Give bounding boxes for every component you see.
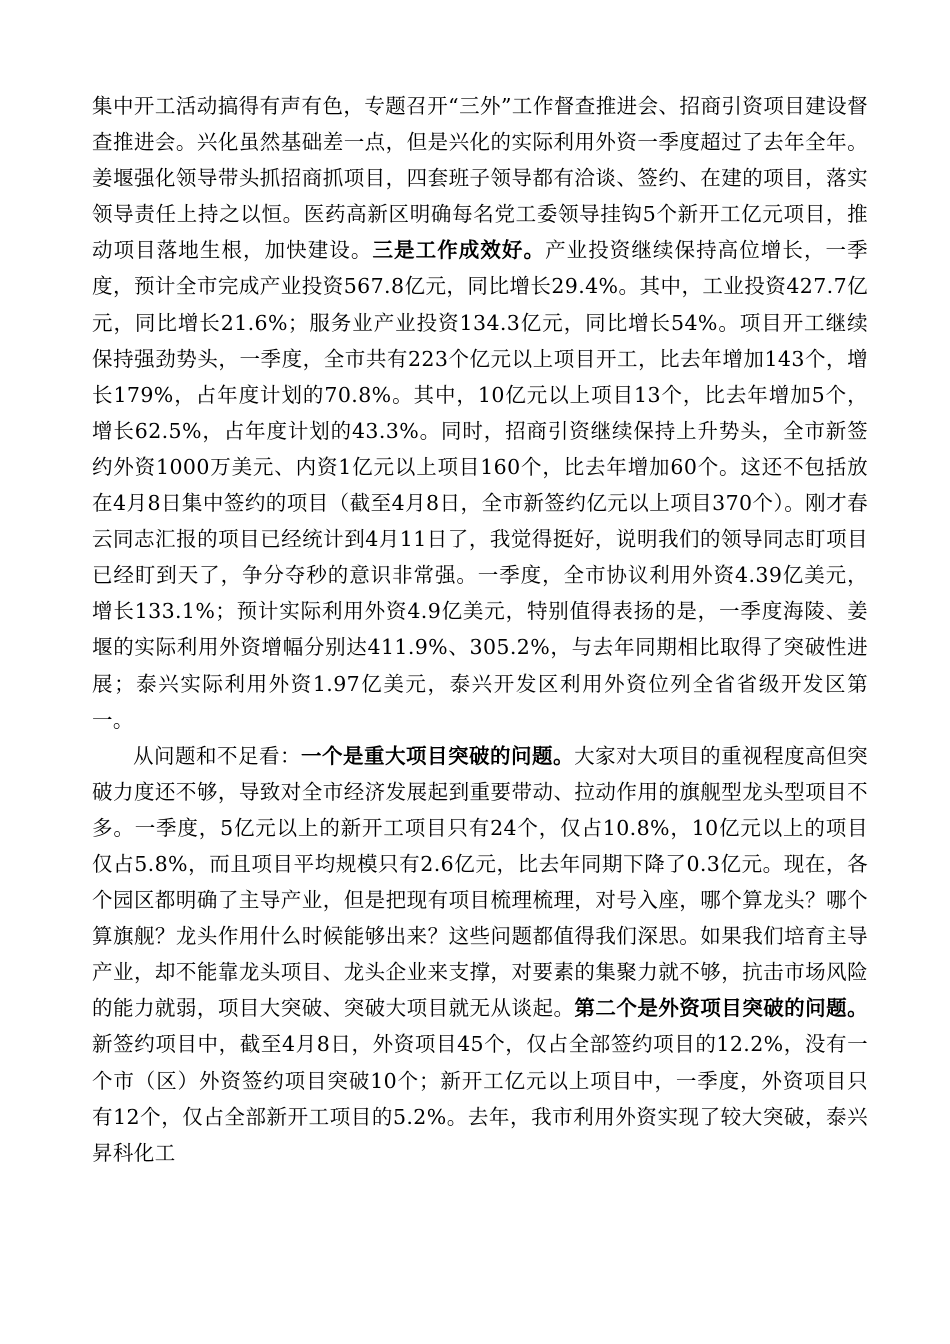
text-run: 新签约项目中，截至4月8日，外资项目45个，仅占全部签约项目的12.2%，没有一个市（区）外资签约项目突破10个；新开工亿元以上项目中，一季度，外资项目只有12个，仅占全部新开工项目的5.2%。去年，我市利用外资实现了较大突破，泰兴昇科化工: [92, 1032, 868, 1165]
text-run: 大家对大项目的重视程度高但突破力度还不够，导致对全市经济发展起到重要带动、拉动作用的旗舰型龙头型项目不多。一季度，5亿元以上的新开工项目只有24个，仅占10.8%，10亿元以上的项目仅占5.8%，而且项目平均规模只有2.6亿元，比去年同期下降了0.3亿元。现在，各个园区都明确了主导产业，但是把现有项目梳理梳理，对号入座，哪个算龙头？哪个算旗舰？龙头作用什么时候能够出来？这些问题都值得我们深思。如果我们培育主导产业，却不能靠龙头项目、龙头企业来支撑，对要素的集聚力就不够，抗击市场风险的能力就弱，项目大突破、突破大项目就无从谈起。: [92, 743, 869, 1021]
text-run: 从问题和不足看：: [133, 743, 302, 768]
document-body: [92, 88, 868, 1171]
bold-heading-foreign-projects: 第二个是外资项目突破的问题。: [574, 996, 868, 1021]
text-run: 产业投资继续保持高位增长，一季度，预计全市完成产业投资567.8亿元，同比增长29.4%。其中，工业投资427.7亿元，同比增长21.6%；服务业产业投资134.3亿元，同比增长54%。项目开工继续保持强劲势头，一季度，全市共有223个亿元以上项目开工，比去年增加143个，增长179%，占年度计划的70.8%。其中，10亿元以上项目13个，比去年增加5个，增长62.5%，占年度计划的43.3%。同时，招商引资继续保持上升势头，全市新签约外资1000万美元、内资1亿元以上项目160个，比去年增加60个。这还不包括放在4月8日集中签约的项目（截至4月8日，全市新签约亿元以上项目370个）。刚才春云同志汇报的项目已经统计到4月11日了，我觉得挺好，说明我们的领导同志盯项目已经盯到天了，争分夺秒的意识非常强。一季度，全市协议利用外资4.39亿美元，增长133.1%；预计实际利用外资4.9亿美元，特别值得表扬的是，一季度海陵、姜堰的实际利用外资增幅分别达411.9%、305.2%，与去年同期相比取得了突破性进展；泰兴实际利用外资1.97亿美元，泰兴开发区利用外资位列全省省级开发区第一。: [92, 238, 868, 732]
bold-heading-work-results: 三是工作成效好。: [372, 238, 546, 263]
paragraph-problems: [92, 738, 868, 1171]
text-run: 集中开工活动搞得有声有色，专题召开“三外”工作督查推进会、招商引资项目建设督查推进会。兴化虽然基础差一点，但是兴化的实际利用外资一季度超过了去年全年。姜堰强化领导带头抓招商抓项目，四套班子领导都有洽谈、签约、在建的项目，落实领导责任上持之以恒。医药高新区明确每名党工委领导挂钩5个新开工亿元项目，推动项目落地生根，加快建设。: [92, 94, 868, 263]
paragraph-achievements: [92, 88, 868, 738]
bold-heading-major-projects: 一个是重大项目突破的问题。: [301, 743, 575, 768]
